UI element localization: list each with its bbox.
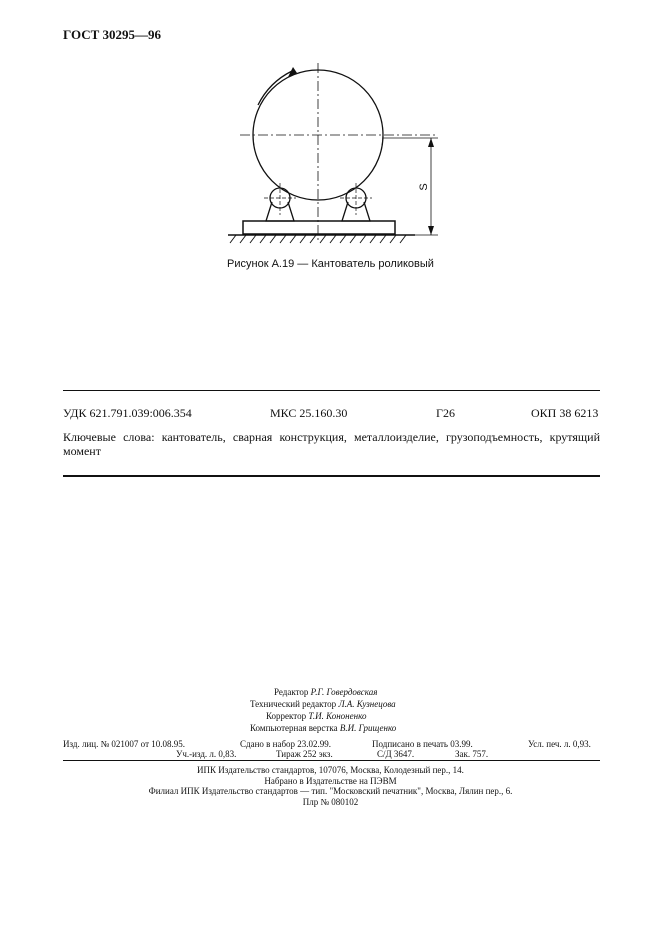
divider-top [63, 390, 600, 391]
group-code: Г26 [436, 406, 455, 420]
editor-line: Редактор Р.Г. Говердовская [274, 687, 378, 697]
keywords: Ключевые слова: кантователь, сварная конструкция, металлоизделие, грузоподъемность, крутящий момент [63, 430, 600, 458]
document-header: ГОСТ 30295—96 [63, 27, 162, 42]
circulation: Тираж 252 экз. [276, 749, 333, 759]
print-sheets: Усл. печ. л. 0,93. [528, 739, 591, 749]
branch-address: Филиал ИПК Издательство стандартов — тип. "Московский печатник", Москва, Лялин пер., 6. [148, 786, 513, 796]
imprint-divider [63, 760, 600, 761]
udk-code: УДК 621.791.039:006.354 [63, 406, 192, 420]
sd-number: С/Д 3647. [377, 749, 415, 759]
license: Изд. лиц. № 021007 от 10.08.95. [63, 739, 185, 749]
plr-number: Плр № 080102 [302, 797, 359, 807]
pub-sheets: Уч.-изд. л. 0,83. [176, 749, 237, 759]
okp-code: ОКП 38 6213 [531, 406, 599, 420]
signed-to-print: Подписано в печать 03.99. [372, 739, 473, 749]
roller-turner-drawing [200, 55, 450, 255]
order-number: Зак. 757. [455, 749, 489, 759]
tech-editor-line: Технический редактор Л.А. Кузнецова [250, 699, 396, 709]
corrector-line: Корректор Т.И. Кононенко [266, 711, 367, 721]
typeset-note: Набрано в Издательстве на ПЭВМ [264, 776, 397, 786]
divider-bottom [63, 475, 600, 477]
mks-code: МКС 25.160.30 [270, 406, 348, 420]
publisher-address: ИПК Издательство стандартов, 107076, Москва, Колодезный пер., 14. [197, 765, 464, 775]
figure-caption: Рисунок А.19 — Кантователь роликовый [227, 258, 434, 270]
sent-to-set: Сдано в набор 23.02.99. [240, 739, 332, 749]
dimension-label: S [418, 183, 430, 191]
layout-line: Компьютерная верстка В.И. Грищенко [250, 723, 397, 733]
base-frame [243, 221, 395, 234]
